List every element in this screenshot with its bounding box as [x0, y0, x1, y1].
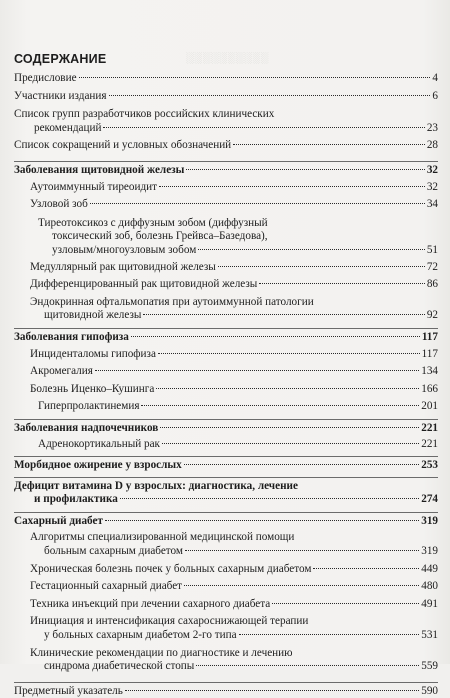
toc-entry-title: Дифференцированный рак щитовидной железы: [30, 278, 258, 291]
dot-leader: [95, 370, 419, 371]
toc-entry-title: токсический зоб, болезнь Грейвса–Базедова),: [52, 230, 268, 243]
toc-entry-title: Список групп разработчиков российских клинических: [14, 108, 275, 121]
toc-section-entry[interactable]: [14, 422, 438, 436]
toc-entry-title: Техника инъекций при лечении сахарного диабета: [30, 597, 271, 610]
toc-page-number: 319: [421, 514, 438, 527]
toc-page-number: 34: [426, 198, 438, 211]
toc-entry[interactable]: [14, 615, 438, 642]
toc-entry-title: щитовидной железы: [44, 309, 142, 322]
toc-entry[interactable]: [14, 400, 438, 414]
toc-section-entry[interactable]: [14, 331, 438, 345]
toc-entry-title: Участники издания: [14, 89, 107, 102]
table-of-contents: [14, 72, 438, 698]
dot-leader: [109, 95, 431, 96]
toc-page-number: 253: [421, 459, 438, 472]
toc-entry-title: Гестационный сахарный диабет: [30, 580, 183, 593]
dot-leader: [184, 464, 419, 465]
toc-entry[interactable]: [14, 598, 438, 612]
toc-section-entry[interactable]: [14, 480, 438, 507]
dot-leader: [156, 388, 419, 389]
toc-page-number: 72: [426, 260, 438, 273]
section-divider: [14, 161, 438, 162]
toc-entry-title: Предметный указатель: [14, 684, 123, 697]
toc-page-number: 221: [421, 421, 438, 434]
dot-leader: [184, 585, 419, 586]
toc-entry-title: Болезнь Иценко–Кушинга: [30, 382, 155, 395]
toc-entry-title: больным сахарным диабетом: [44, 545, 184, 558]
toc-entry-title: Список сокращений и условных обозначений: [14, 139, 232, 152]
dot-leader: [272, 603, 419, 604]
toc-page-number: 6: [432, 89, 438, 102]
toc-entry-title: Тиреотоксикоз с диффузным зобом (диффузный: [38, 216, 268, 229]
toc-page-number: 274: [421, 493, 438, 506]
toc-entry-title: Дефицит витамина D у взрослых: диагностика, лечение: [14, 479, 298, 492]
dot-leader: [313, 568, 419, 569]
toc-entry[interactable]: [14, 108, 438, 135]
dot-leader: [233, 144, 425, 145]
bleed-through-text: ░░░░░░░░░░: [186, 52, 269, 64]
toc-page-number: 23: [426, 121, 438, 134]
section-divider: [14, 328, 438, 329]
toc-page-number: 531: [421, 629, 438, 641]
toc-page-number: 32: [426, 180, 438, 193]
dot-leader: [105, 520, 419, 521]
dot-leader: [90, 203, 425, 204]
toc-entry-title: синдрома диабетической стопы: [44, 660, 195, 673]
toc-page-number: 221: [421, 438, 438, 451]
toc-entry-title: Сахарный диабет: [14, 514, 103, 527]
dot-leader: [162, 443, 419, 444]
dot-leader: [158, 353, 420, 354]
dot-leader: [143, 314, 424, 315]
dot-leader: [125, 690, 419, 691]
toc-entry[interactable]: [14, 531, 438, 558]
toc-page-number: 319: [421, 545, 438, 558]
dot-leader: [159, 186, 425, 187]
toc-page-number: 51: [426, 243, 438, 256]
toc-section-entry[interactable]: [14, 164, 438, 178]
toc-entry[interactable]: [14, 139, 438, 153]
section-divider: [14, 682, 438, 683]
toc-entry-title: Заболевания гипофиза: [14, 330, 129, 343]
toc-entry-title: и профилактика: [34, 493, 118, 506]
toc-entry-title: Инциденталомы гипофиза: [30, 347, 156, 360]
toc-entry-title: Акромегалия: [30, 365, 93, 378]
toc-page-number: 480: [421, 580, 438, 593]
section-divider: [14, 419, 438, 420]
toc-entry[interactable]: [14, 563, 438, 577]
dot-leader: [186, 169, 424, 170]
toc-entry[interactable]: [14, 647, 438, 674]
toc-entry[interactable]: [14, 198, 438, 212]
toc-entry-title: Эндокринная офтальмопатия при аутоиммунной патологии: [30, 295, 314, 308]
toc-entry[interactable]: [14, 90, 438, 104]
toc-entry-title: Медуллярный рак щитовидной железы: [30, 260, 216, 273]
toc-page-number: 449: [421, 562, 438, 575]
toc-section-entry[interactable]: [14, 459, 438, 473]
toc-entry[interactable]: [14, 685, 438, 698]
toc-entry[interactable]: [14, 278, 438, 292]
toc-entry[interactable]: [14, 181, 438, 195]
toc-entry-title: Адренокортикальный рак: [38, 438, 160, 451]
toc-entry[interactable]: [14, 383, 438, 397]
toc-page-number: 201: [421, 400, 438, 413]
toc-entry-title: Предисловие: [14, 72, 77, 84]
toc-entry[interactable]: [14, 72, 438, 86]
toc-entry[interactable]: [14, 296, 438, 323]
toc-entry[interactable]: [14, 261, 438, 275]
dot-leader: [198, 249, 425, 250]
dot-leader: [120, 498, 419, 499]
dot-leader: [160, 427, 419, 428]
toc-entry-title: Хроническая болезнь почек у больных сахарным диабетом: [30, 562, 312, 575]
toc-page-number: 117: [421, 330, 438, 343]
toc-entry-title: Инициация и интенсификация сахароснижающей терапии: [30, 615, 309, 628]
toc-page-number: 86: [426, 278, 438, 291]
toc-entry[interactable]: [14, 348, 438, 362]
toc-page-number: 590: [421, 684, 438, 697]
toc-entry-title: Заболевания надпочечников: [14, 421, 159, 434]
toc-entry[interactable]: [14, 580, 438, 594]
section-divider: [14, 512, 438, 513]
toc-page-number: 166: [421, 382, 438, 395]
toc-entry[interactable]: [14, 438, 438, 452]
dot-leader: [79, 77, 431, 78]
toc-page-number: 32: [426, 163, 438, 176]
section-divider: [14, 477, 438, 478]
toc-page-number: 117: [421, 347, 438, 360]
toc-entry-title: рекомендаций: [34, 121, 102, 134]
toc-page-number: 559: [421, 660, 438, 673]
dot-leader: [239, 634, 420, 635]
toc-entry-title: Гиперпролактинемия: [38, 400, 140, 413]
dot-leader: [196, 665, 419, 666]
toc-entry-title: Узловой зоб: [30, 198, 88, 211]
toc-entry[interactable]: [14, 217, 438, 258]
toc-entry-title: Алгоритмы специализированной медицинской помощи: [30, 531, 295, 544]
page-title: СОДЕРЖАНИЕ: [14, 52, 107, 66]
toc-entry-title: Аутоиммунный тиреоидит: [30, 180, 158, 193]
dot-leader: [131, 336, 420, 337]
toc-section-entry[interactable]: [14, 515, 438, 529]
toc-page-number: 92: [426, 309, 438, 322]
toc-entry-title: узловым/многоузловым зобом: [52, 243, 197, 256]
toc-page-number: 134: [421, 365, 438, 378]
dot-leader: [103, 127, 424, 128]
toc-page-number: 28: [426, 139, 438, 152]
dot-leader: [185, 550, 419, 551]
toc-entry[interactable]: [14, 365, 438, 379]
toc-page-number: 4: [432, 72, 438, 84]
toc-entry-title: у больных сахарным диабетом 2-го типа: [44, 629, 237, 641]
dot-leader: [141, 405, 419, 406]
toc-entry-title: Морбидное ожирение у взрослых: [14, 459, 182, 472]
toc-entry-title: Клинические рекомендации по диагностике и лечению: [30, 646, 293, 659]
toc-entry-title: Заболевания щитовидной железы: [14, 163, 185, 176]
dot-leader: [218, 266, 425, 267]
dot-leader: [259, 283, 424, 284]
toc-page-number: 491: [421, 597, 438, 610]
section-divider: [14, 456, 438, 457]
